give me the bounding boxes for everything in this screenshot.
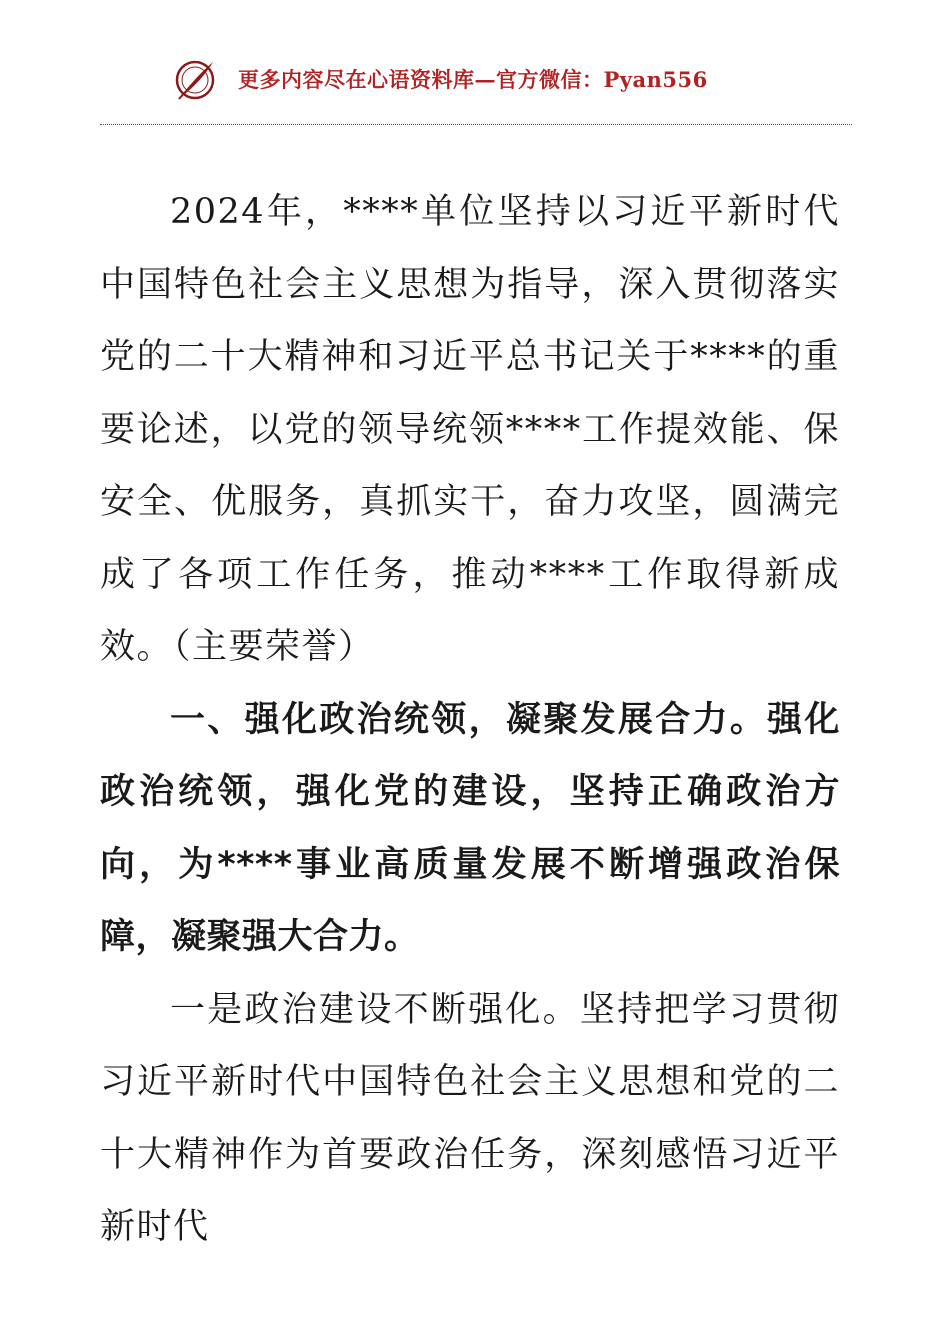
intro-paragraph: 2024年，****单位坚持以习近平新时代中国特色社会主义思想为指导，深入贯彻落实党的二十大精神和习近平总书记关于****的重要论述，以党的领导统领****工作提效能、保安全、优服务，真抓实干，奋力攻坚，圆满完成了各项工作任务，推动****工作取得新成效。（主要荣誉） — [100, 192, 840, 667]
header-title: 更多内容尽在心语资料库—官方微信：Pyan556 — [238, 67, 708, 92]
header-divider — [100, 124, 852, 125]
page-header — [0, 0, 950, 100]
document-body — [100, 176, 840, 1264]
quill-pen-logo-icon — [173, 58, 217, 102]
section-heading-paragraph: 一、强化政治统领，凝聚发展合力。强化政治统领，强化党的建设，坚持正确政治方向，为****事业高质量发展不断增强政治保障，凝聚强大合力。 — [100, 699, 840, 957]
body-paragraph: 一是政治建设不断强化。坚持把学习贯彻习近平新时代中国特色社会主义思想和党的二十大精神作为首要政治任务，深刻感悟习近平新时代 — [100, 989, 840, 1247]
